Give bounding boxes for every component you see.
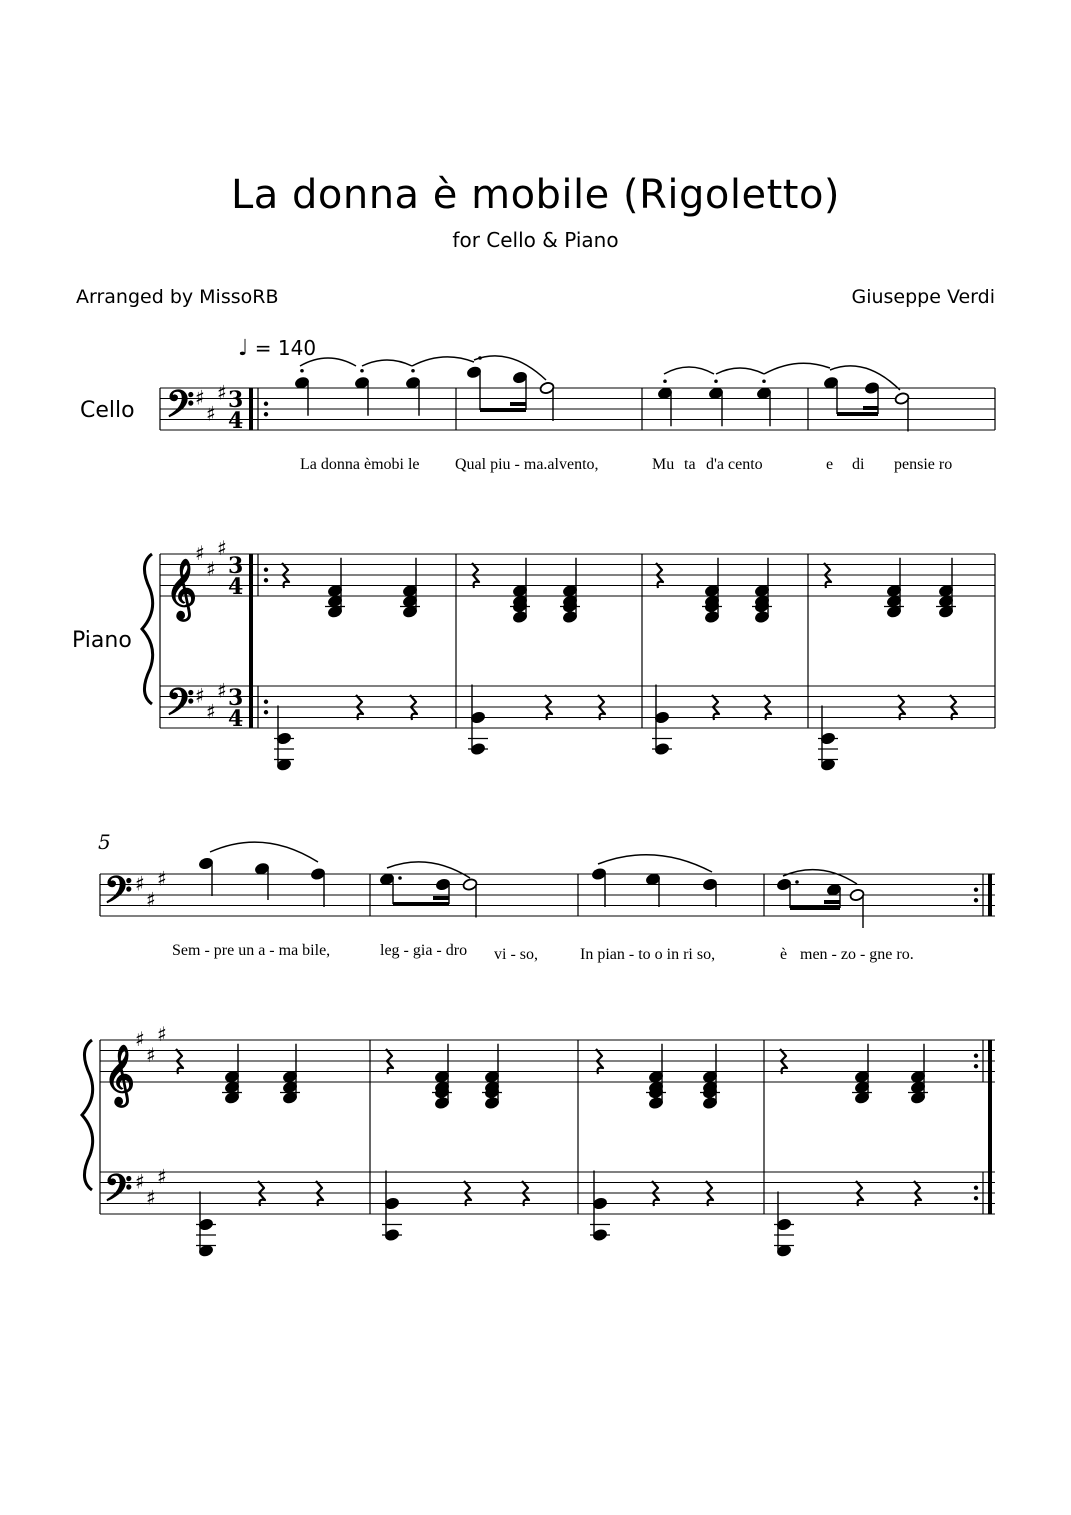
staccato-dot [714,379,718,383]
repeat-dot [974,1064,978,1068]
lyric-m7: In pian - to o in ri so, [580,946,716,963]
lyric-m4b: di [852,456,865,473]
slur [474,356,546,380]
staccato-dot [398,876,402,880]
sharp-icon: ♯ [217,380,227,405]
bass-clef-icon: 𝄢 [104,869,133,921]
lyric-m6b: vi - so, [494,946,538,963]
arranger-credit: Arranged by MissoRB [76,286,279,308]
score-subtitle: for Cello & Piano [452,228,619,252]
staccato-dot [762,379,766,383]
sharp-icon: ♯ [146,1185,156,1210]
repeat-dot [974,888,978,892]
repeat-dot [264,568,268,572]
time-signature: 3 [228,387,244,413]
time-signature: 4 [228,408,244,434]
lyric-m3a: Mu [652,456,675,473]
sharp-icon: ♯ [146,887,156,912]
slur [598,855,712,872]
sharp-icon: ♯ [157,866,167,891]
tempo-value: = 140 [254,336,317,360]
sharp-icon: ♯ [135,1027,145,1051]
bass-clef-icon: 𝄢 [166,383,195,435]
time-signature: 3 [228,553,244,579]
lyric-m3c: d'a cento [706,456,763,473]
repeat-dot [974,1196,978,1200]
quarter-note-icon: ♩ [238,336,249,361]
slur [210,842,318,862]
lyric-m1: La donna èmobi le [300,456,420,473]
sharp-icon: ♯ [195,541,205,565]
repeat-dot [974,1186,978,1190]
lyric-m4c: pensie ro [894,456,953,473]
bass-clef-icon: 𝄢 [166,681,195,733]
staccato-dot [411,369,415,373]
staccato-dot [360,369,364,373]
sharp-icon: ♯ [146,1042,156,1067]
slur [764,363,830,374]
sharp-icon: ♯ [195,683,205,708]
cello-label: Cello [80,398,135,423]
score-title: La donna è mobile (Rigoletto) [230,172,841,218]
measure-number: 5 [98,830,111,854]
slur [783,870,857,884]
repeat-dot [264,578,268,582]
piano-brace [82,1040,93,1190]
slur [664,367,714,374]
composer-credit: Giuseppe Verdi [851,286,995,308]
sharp-icon: ♯ [195,385,205,410]
lyric-m2: Qual piu - ma.alvento, [455,456,599,473]
lyric-m8a: è [780,946,788,963]
bass-clef-icon: 𝄢 [104,1167,133,1219]
repeat-dot [264,710,268,714]
slur [412,357,474,366]
time-signature: 3 [228,685,244,711]
slur [300,358,356,366]
lyric-m3b: ta [684,456,696,473]
repeat-dot [264,402,268,406]
slur [362,360,412,366]
slur [387,862,470,878]
staccato-dot [663,379,667,383]
slur [830,366,900,390]
sharp-icon: ♯ [217,678,227,703]
sharp-icon: ♯ [217,535,227,560]
repeat-dot [264,412,268,416]
repeat-dot [974,1054,978,1058]
lyric-m5: Sem - pre un a - ma bile, [172,942,331,959]
sharp-icon: ♯ [135,871,145,896]
lyric-m4a: e [826,456,834,473]
sharp-icon: ♯ [206,556,216,581]
treble-clef-icon: 𝄞 [166,559,197,619]
treble-clef-icon: 𝄞 [104,1045,135,1105]
staccato-dot [795,880,799,884]
repeat-dot [974,898,978,902]
sharp-icon: ♯ [157,1164,167,1189]
lyric-m8b: men - zo - gne ro. [800,946,914,963]
sharp-icon: ♯ [206,401,216,426]
piano-brace [142,554,153,704]
time-signature: 4 [228,706,244,732]
repeat-dot [264,700,268,704]
time-signature: 4 [228,574,244,600]
sharp-icon: ♯ [206,699,216,724]
slur [716,368,764,374]
staccato-dot [300,369,304,373]
sharp-icon: ♯ [135,1169,145,1194]
lyric-m6a: leg - gia - dro [380,942,468,959]
piano-label: Piano [72,628,132,653]
sharp-icon: ♯ [157,1021,167,1046]
